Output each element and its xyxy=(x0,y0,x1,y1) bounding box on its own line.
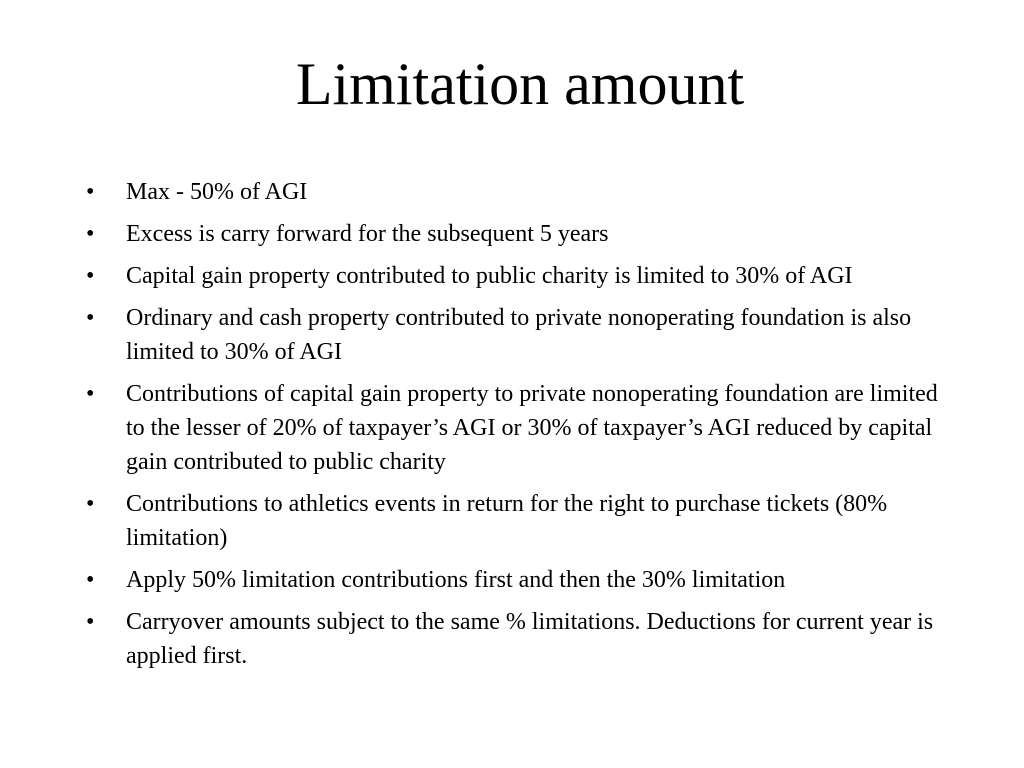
bullet-icon: • xyxy=(86,263,95,289)
bullet-item xyxy=(86,605,956,673)
bullet-item xyxy=(86,487,956,555)
bullet-icon: • xyxy=(86,305,95,331)
bullet-text: Max - 50% of AGI xyxy=(126,179,308,205)
bullet-item xyxy=(86,301,956,369)
bullet-icon: • xyxy=(86,179,95,205)
bullet-icon: • xyxy=(86,567,95,593)
bullet-icon: • xyxy=(86,491,95,517)
bullet-text: Excess is carry forward for the subsequent 5 years xyxy=(126,221,609,247)
bullet-item xyxy=(86,563,956,597)
bullet-icon: • xyxy=(86,221,95,247)
bullet-text: Apply 50% limitation contributions first and then the 30% limitation xyxy=(126,567,786,593)
bullet-text: Ordinary and cash property contributed to private nonoperating foundation is also limited to 30% of AGI xyxy=(126,305,912,365)
bullet-list xyxy=(86,175,956,681)
slide-title: Limitation amount xyxy=(295,51,745,117)
bullet-icon: • xyxy=(86,609,95,635)
bullet-item xyxy=(86,175,956,209)
bullet-text: Contributions to athletics events in return for the right to purchase tickets (80% limitation) xyxy=(126,491,888,551)
bullet-text: Carryover amounts subject to the same % limitations. Deductions for current year is applied first. xyxy=(126,609,934,669)
bullet-text: Capital gain property contributed to public charity is limited to 30% of AGI xyxy=(126,263,853,289)
bullet-item xyxy=(86,377,956,479)
bullet-item xyxy=(86,259,956,293)
bullet-text: Contributions of capital gain property to private nonoperating foundation are limited to the lesser of 20% of taxpayer’s AGI or 30% of taxpayer’s AGI reduced by capital gain contributed to public charity xyxy=(126,381,938,475)
bullet-icon: • xyxy=(86,381,95,407)
bullet-item xyxy=(86,217,956,251)
